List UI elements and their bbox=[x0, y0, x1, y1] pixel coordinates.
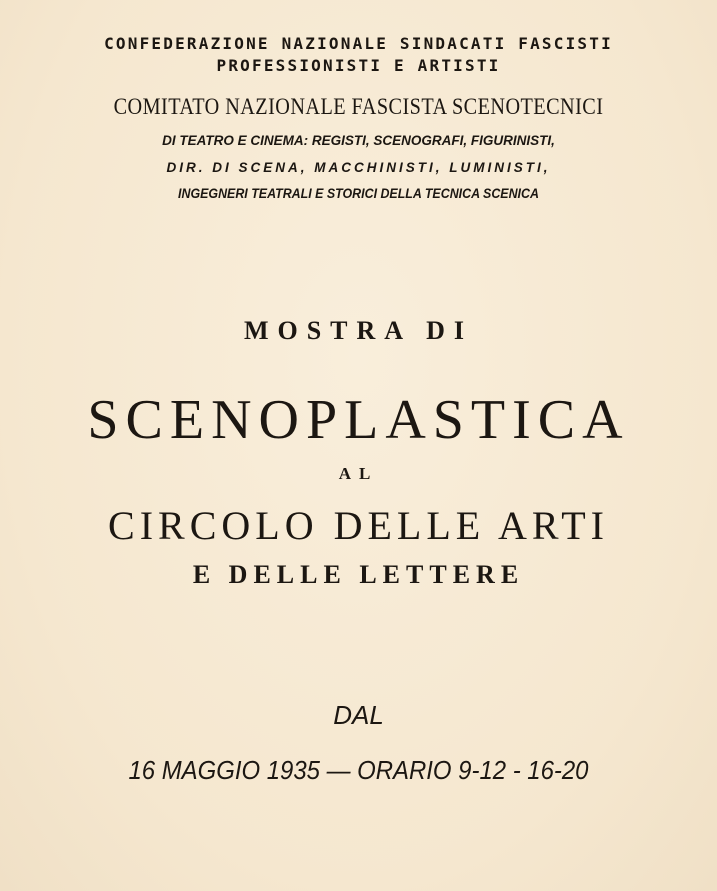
members-line-2: DIR. DI SCENA, MACCHINISTI, LUMINISTI, bbox=[166, 160, 551, 175]
date-and-hours: 16 MAGGIO 1935 — ORARIO 9-12 - 16-20 bbox=[128, 755, 589, 785]
committee-name: COMITATO NAZIONALE FASCISTA SCENOTECNICI bbox=[113, 94, 604, 119]
exhibition-title: SCENOPLASTICA bbox=[87, 389, 630, 451]
title-connector: AL bbox=[338, 464, 379, 483]
venue-line-1: CIRCOLO DELLE ARTI bbox=[108, 503, 609, 548]
members-line-1: DI TEATRO E CINEMA: REGISTI, SCENOGRAFI, FIGURINISTI, bbox=[162, 133, 555, 148]
confederation-line-2: PROFESSIONISTI E ARTISTI bbox=[216, 56, 501, 75]
members-line-3: INGEGNERI TEATRALI E STORICI DELLA TECNICA SCENICA bbox=[178, 186, 539, 201]
confederation-line-1: CONFEDERAZIONE NAZIONALE SINDACATI FASCISTI bbox=[104, 34, 613, 53]
exhibition-pretitle: MOSTRA DI bbox=[243, 316, 474, 345]
venue-line-2: E DELLE LETTERE bbox=[192, 560, 525, 589]
date-from-label: DAL bbox=[333, 700, 384, 730]
